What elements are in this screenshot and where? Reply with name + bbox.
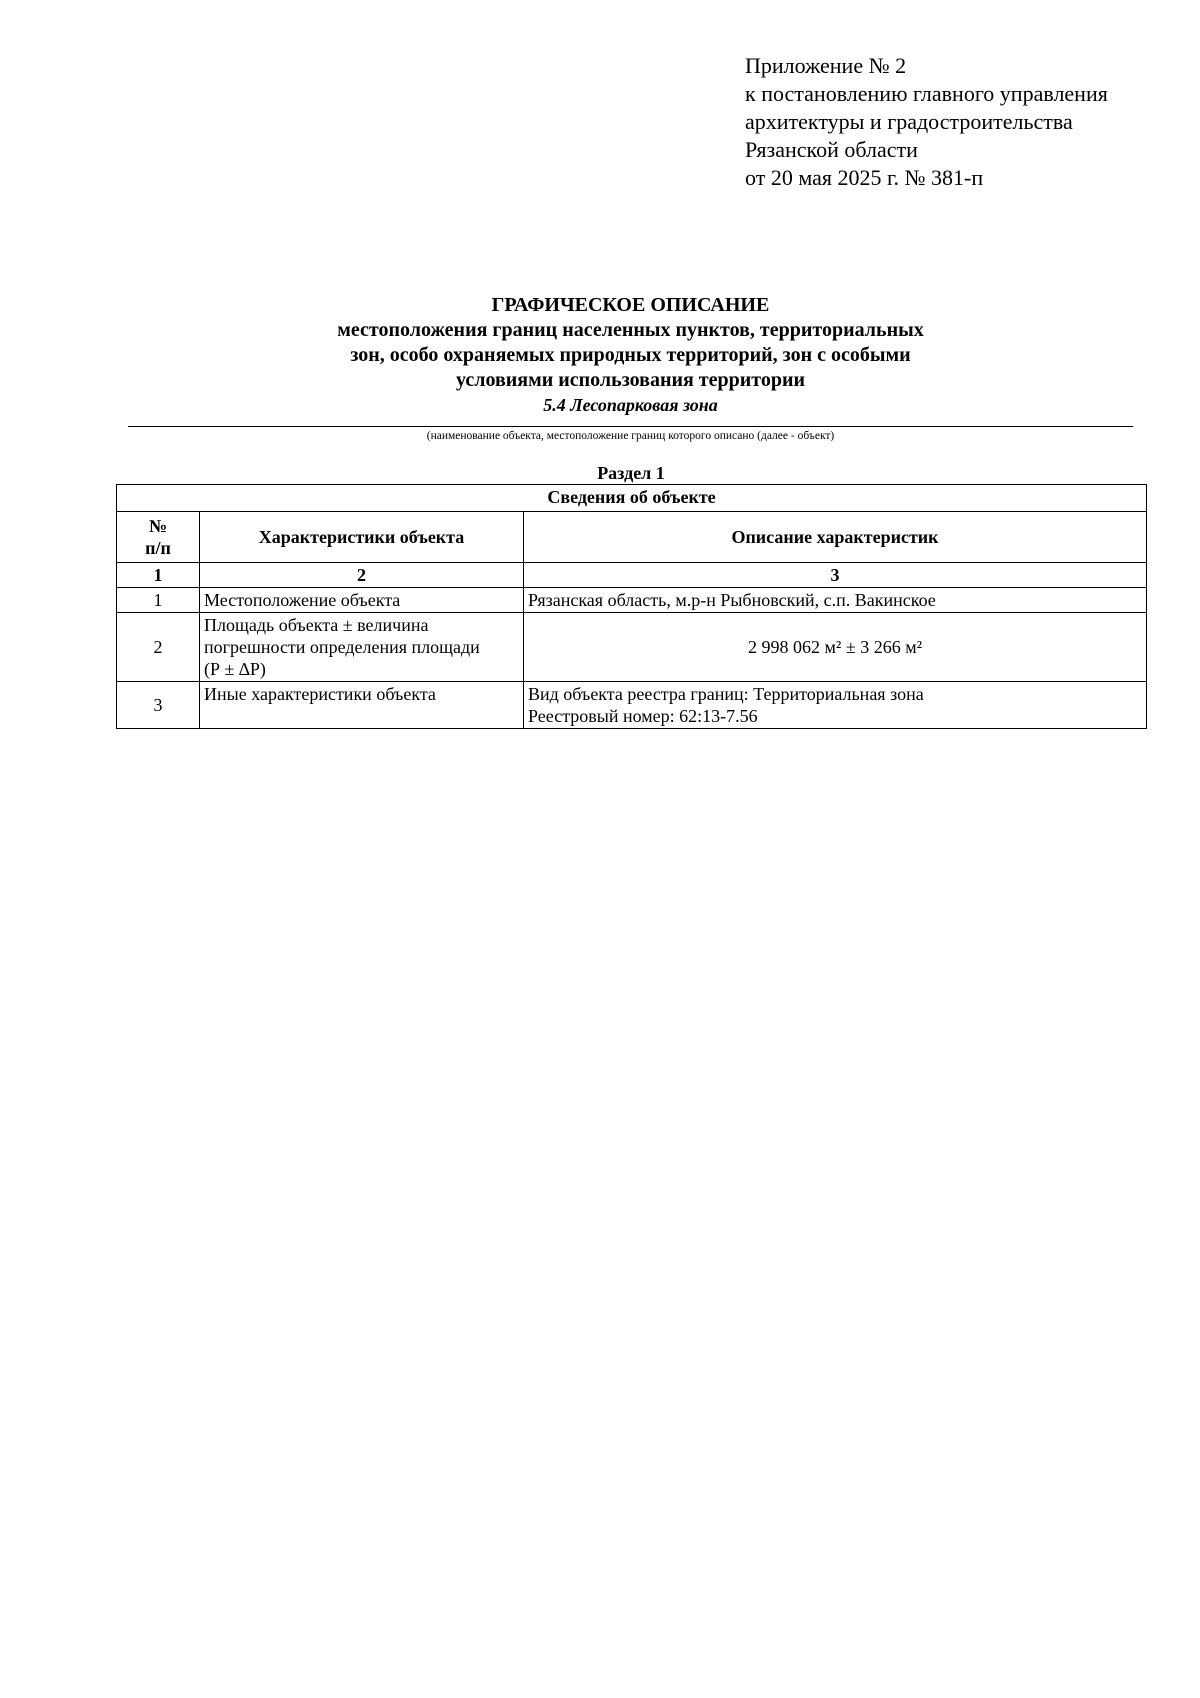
appendix-line-4: Рязанской области xyxy=(745,137,918,162)
document-title-block xyxy=(128,292,1133,416)
table-header-row xyxy=(117,512,1147,563)
row-number: 1 xyxy=(117,588,200,613)
row-characteristic-line-2: погрешности определения площади xyxy=(204,637,480,657)
row-characteristic: Иные характеристики объекта xyxy=(200,682,524,729)
object-name-underline xyxy=(128,426,1133,427)
row-characteristic-line-3: (Р ± ∆Р) xyxy=(204,659,266,679)
row-description: Рязанская область, м.р-н Рыбновский, с.п. Вакинское xyxy=(524,588,1147,613)
document-title: ГРАФИЧЕСКОЕ ОПИСАНИЕ xyxy=(491,294,770,316)
object-name: 5.4 Лесопарковая зона xyxy=(543,395,718,415)
column-number-row xyxy=(117,563,1147,588)
header-characteristics: Характеристики объекта xyxy=(200,512,524,563)
header-number-line-1: № xyxy=(148,516,168,536)
header-description: Описание характеристик xyxy=(524,512,1147,563)
row-characteristic-line-1: Площадь объекта ± величина xyxy=(204,615,429,635)
object-info-table xyxy=(116,484,1147,729)
header-number-line-2: п/п xyxy=(145,538,171,558)
appendix-header xyxy=(745,52,1185,192)
table-row xyxy=(117,588,1147,613)
column-number-2: 2 xyxy=(200,563,524,588)
column-number-3: 3 xyxy=(524,563,1147,588)
object-name-caption: (наименование объекта, местоположение границ которого описано (далее - объект) xyxy=(426,430,835,442)
appendix-line-3: архитектуры и градостроительства xyxy=(745,109,1073,134)
row-number: 2 xyxy=(117,613,200,682)
table-row xyxy=(117,682,1147,729)
row-description-line-1: Вид объекта реестра границ: Территориальная зона xyxy=(528,684,924,704)
header-number xyxy=(117,512,200,563)
table-row xyxy=(117,613,1147,682)
appendix-line-2: к постановлению главного управления xyxy=(745,81,1108,106)
document-subtitle-line-3: условиями использования территории xyxy=(455,369,806,391)
document-subtitle-line-1: местоположения границ населенных пунктов, территориальных xyxy=(337,319,924,341)
appendix-line-5: от 20 мая 2025 г. № 381-п xyxy=(745,165,984,190)
row-characteristic: Местоположение объекта xyxy=(200,588,524,613)
row-characteristic xyxy=(200,613,524,682)
row-number: 3 xyxy=(117,682,200,729)
column-number-1: 1 xyxy=(117,563,200,588)
row-description-line-2: Реестровый номер: 62:13-7.56 xyxy=(528,706,758,726)
document-subtitle-line-2: зон, особо охраняемых природных территорий, зон с особыми xyxy=(350,344,911,366)
table-caption: Сведения об объекте xyxy=(117,485,1147,512)
appendix-line-1: Приложение № 2 xyxy=(745,53,907,78)
row-description xyxy=(524,682,1147,729)
row-description: 2 998 062 м² ± 3 266 м² xyxy=(524,613,1147,682)
section-title: Раздел 1 xyxy=(597,463,665,483)
table-caption-row xyxy=(117,485,1147,512)
